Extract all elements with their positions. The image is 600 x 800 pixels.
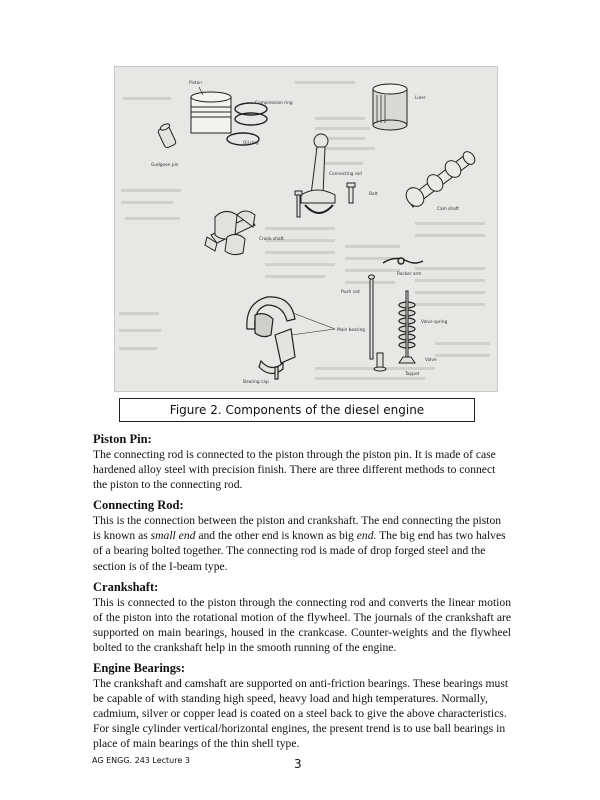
piston-drawing bbox=[191, 87, 231, 133]
label-main-bearing: Main bearing bbox=[337, 328, 366, 333]
text-run: The big end has two halves of a bearing bolted together. The connecting rod is made of drop forged steel and the section is of the I-beam type. bbox=[93, 529, 506, 573]
paragraph-crankshaft: This is connected to the piston through the connecting rod and converts the linear motion of the piston into the rotational motion of the flywheel. The journals of the crankshaft are supported on main bearings, housed in the crankcase. Counter-weights and the flywheel bolted to the crankshaft help in the smooth running of the engine. bbox=[93, 595, 511, 654]
paragraph-connecting-rod bbox=[93, 513, 511, 573]
label-rocker-arm: Rocker arm bbox=[397, 272, 422, 277]
document-body bbox=[93, 432, 511, 758]
text-run: and the other end is known as big bbox=[195, 529, 357, 543]
section-piston-pin bbox=[93, 432, 511, 492]
tappet-drawing bbox=[374, 353, 386, 371]
label-piston: Piston bbox=[189, 81, 202, 86]
heading-piston-pin: Piston Pin: bbox=[93, 432, 152, 446]
footer-course: AG ENGG. 243 Lecture 3 bbox=[92, 756, 190, 765]
label-oil-ring: Oil ring bbox=[243, 141, 259, 146]
label-push-rod: Push rod bbox=[341, 290, 360, 295]
section-connecting-rod bbox=[93, 498, 511, 573]
compression-ring-drawing bbox=[235, 103, 267, 125]
page-number: 3 bbox=[294, 757, 302, 771]
text-run: This is the connection between the piston and crankshaft. The end connecting the piston is known as bbox=[93, 514, 502, 543]
engine-components-figure bbox=[114, 66, 498, 392]
label-liner: Liner bbox=[415, 96, 426, 101]
figure-caption: Figure 2. Components of the diesel engine bbox=[119, 398, 475, 422]
label-compression-ring: Compression ring bbox=[255, 101, 293, 106]
label-crank-shaft: Crank shaft bbox=[259, 237, 284, 242]
engine-components-drawing bbox=[115, 67, 497, 391]
gudgeon-pin-drawing bbox=[157, 123, 176, 149]
label-gudgeon-pin: Gudgeon pin bbox=[151, 163, 179, 168]
small-bolts-drawing bbox=[295, 191, 302, 217]
liner-drawing bbox=[373, 84, 407, 130]
heading-engine-bearings: Engine Bearings: bbox=[93, 661, 186, 676]
bolt-drawing bbox=[347, 183, 355, 203]
label-valve-spring: Valve spring bbox=[421, 320, 448, 325]
section-crankshaft bbox=[93, 580, 511, 655]
term-big-end: end. bbox=[356, 529, 377, 543]
label-connecting-rod: Connecting rod bbox=[329, 172, 362, 177]
cam-shaft-drawing bbox=[403, 149, 478, 209]
label-bolt: Bolt bbox=[369, 192, 378, 197]
label-bearing-cap: Bearing cap bbox=[243, 380, 269, 385]
section-engine-bearings bbox=[93, 661, 511, 751]
label-valve: Valve bbox=[425, 358, 437, 363]
main-bearing-drawing bbox=[247, 297, 295, 363]
paragraph-piston-pin: The connecting rod is connected to the piston through the piston pin. It is made of case hardened alloy steel with precision finish. There are three different methods to connect the piston to the connecting rod. bbox=[93, 448, 496, 492]
term-small-end: small end bbox=[150, 529, 196, 543]
bleed-through-text bbox=[119, 81, 490, 380]
label-tappet: Tappet bbox=[405, 372, 420, 377]
push-rod-drawing bbox=[369, 275, 375, 359]
crank-shaft-drawing bbox=[205, 211, 255, 255]
heading-crankshaft: Crankshaft: bbox=[93, 579, 159, 594]
label-cam-shaft: Cam shaft bbox=[437, 207, 459, 212]
bearing-cap-drawing bbox=[259, 361, 283, 379]
paragraph-engine-bearings: The crankshaft and camshaft are supported on anti-friction bearings. These bearings must be capable of with standing high speed, heavy load and high temperatures. Normally, cadmium, silver or copper lead is coated on a steel back to give the above characteristics. For single cylinder vertical/horizontal engines, the present trend is to use ball bearings in place of main bearings of the thin shell type. bbox=[93, 677, 509, 751]
heading-connecting-rod: Connecting Rod: bbox=[93, 498, 184, 513]
